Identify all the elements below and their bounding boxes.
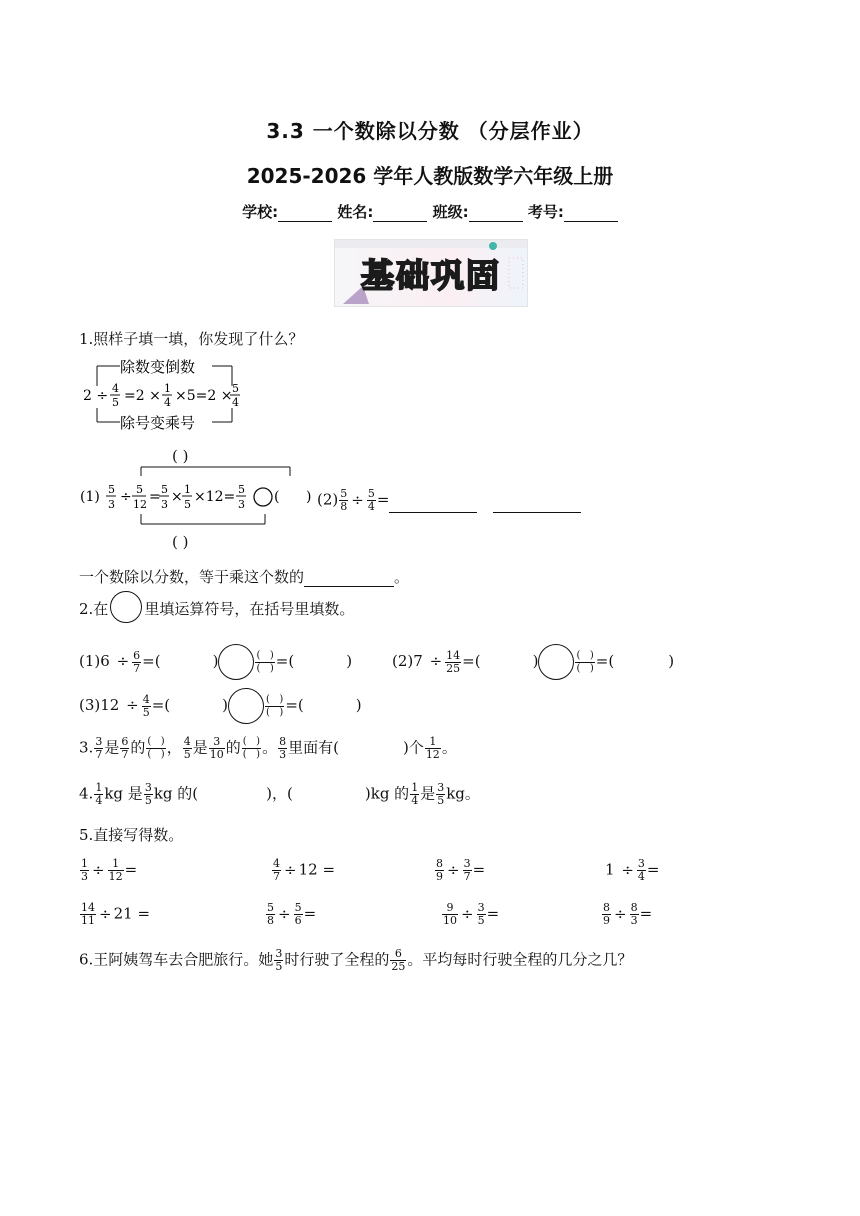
info-name-label: 姓名: bbox=[337, 203, 374, 221]
svg-text:3: 3 bbox=[238, 498, 245, 511]
svg-text:÷: ÷ bbox=[120, 489, 132, 505]
svg-text:×5=2 ×: ×5=2 × bbox=[175, 388, 233, 404]
svg-text:(1): (1) bbox=[80, 489, 100, 505]
name-field[interactable] bbox=[373, 207, 427, 222]
svg-text:): ) bbox=[306, 489, 312, 505]
info-number-label: 考号: bbox=[527, 203, 564, 221]
q1-top-paren[interactable]: ( ) bbox=[172, 447, 189, 465]
q2-line-2: (2)7 ÷ $\frac{14}{25}$ =( ) $\frac{( )}{( )}$ =( ) bbox=[392, 644, 674, 680]
q2-3-operator[interactable] bbox=[228, 688, 264, 724]
info-school-label: 学校: bbox=[242, 203, 279, 221]
q2-2-operator[interactable] bbox=[538, 644, 574, 680]
svg-text:1: 1 bbox=[184, 483, 191, 496]
info-line bbox=[0, 201, 860, 222]
q5-item-5: $\frac{14}{11}$ ÷ 21 = bbox=[81, 901, 151, 927]
q1-prompt: 1.照样子填一填，你发现了什么？ bbox=[79, 330, 304, 348]
svg-text:5: 5 bbox=[108, 483, 115, 496]
svg-text:5: 5 bbox=[136, 483, 143, 496]
svg-text:5: 5 bbox=[161, 483, 168, 496]
q1-p1-expression bbox=[80, 462, 320, 532]
q4-line: 4. $\frac{1}{4}$ kg 是 $\frac{3}{5}$ kg 的( )，( )kg 的 $\frac{1}{4}$ 是 $\frac{3}{5}$ kg。 bbox=[79, 781, 480, 807]
example-bottom-label: 除号变乘号 bbox=[120, 414, 196, 432]
q1-p2: (2) $\frac{5}{8}$ ÷ $\frac{5}{4}$ = bbox=[317, 488, 581, 513]
svg-text:5: 5 bbox=[238, 483, 245, 496]
q1-p2-answer-1[interactable] bbox=[389, 498, 477, 513]
example-top-label: 除数变倒数 bbox=[120, 358, 196, 376]
number-field[interactable] bbox=[564, 207, 618, 222]
q5-item-1: $\frac{1}{3}$ ÷ $\frac{1}{12}$ = bbox=[81, 857, 138, 883]
svg-text:3: 3 bbox=[161, 498, 168, 511]
q5-item-7: $\frac{9}{10}$ ÷ $\frac{3}{5}$ = bbox=[443, 901, 500, 927]
q5-item-4: 1 ÷ $\frac{3}{4}$ = bbox=[605, 857, 660, 883]
q1-p2-answer-2[interactable] bbox=[493, 498, 581, 513]
q2-line-1: (1)6 ÷ $\frac{6}{7}$ =( ) $\frac{( )}{( )}$ =( ) bbox=[79, 644, 352, 680]
svg-text:4: 4 bbox=[232, 396, 239, 409]
info-class-label: 班级: bbox=[432, 203, 469, 221]
q6-line: 6.王阿姨驾车去合肥旅行。她 $\frac{3}{5}$ 时行驶了全程的 $\frac{6}{25}$ 。平均每时行驶全程的几分之几？ bbox=[79, 947, 633, 973]
q5-item-3: $\frac{8}{9}$ ÷ $\frac{3}{7}$ = bbox=[436, 857, 486, 883]
school-field[interactable] bbox=[278, 207, 332, 222]
q2-line-3: (3)12 ÷ $\frac{4}{5}$ =( ) $\frac{( )}{( )}$ =( ) bbox=[79, 688, 362, 724]
svg-text:5: 5 bbox=[184, 498, 191, 511]
svg-text:3: 3 bbox=[108, 498, 115, 511]
svg-text:5: 5 bbox=[112, 396, 119, 409]
q1-example bbox=[80, 356, 250, 432]
svg-text:4: 4 bbox=[164, 396, 171, 409]
svg-text:=2 ×: =2 × bbox=[124, 388, 161, 404]
q5-item-8: $\frac{8}{9}$ ÷ $\frac{8}{3}$ = bbox=[603, 901, 653, 927]
svg-text:×12=: ×12= bbox=[194, 489, 236, 505]
banner-text: 基础巩固 bbox=[361, 256, 501, 295]
q1-conclusion: 一个数除以分数，等于乘这个数的 。 bbox=[79, 568, 410, 586]
operator-circle[interactable] bbox=[254, 488, 272, 506]
svg-text:4: 4 bbox=[112, 382, 119, 395]
q1-conclusion-answer[interactable] bbox=[304, 572, 394, 587]
q2-circle-icon bbox=[110, 591, 142, 623]
svg-text:5: 5 bbox=[232, 382, 239, 395]
class-field[interactable] bbox=[469, 207, 523, 222]
svg-text:=: = bbox=[149, 489, 161, 505]
q1-bottom-paren[interactable]: ( ) bbox=[172, 533, 189, 551]
section-banner bbox=[334, 239, 528, 307]
q3-line: 3. $\frac{3}{7}$ 是 $\frac{6}{7}$ 的 $\frac{( )}{( )}$ ， $\frac{4}{5}$ 是 $\frac{3}{10}$ 的 $\frac{( )}{( )}$ 。 $\frac{8}{3}$ 里面有( )个 $\frac{1}{12}$ 。 bbox=[79, 735, 457, 761]
q5-item-6: $\frac{5}{8}$ ÷ $\frac{5}{6}$ = bbox=[267, 901, 317, 927]
q2-prompt: 2.在 里填运算符号，在括号里填数。 bbox=[79, 597, 354, 623]
svg-text:1: 1 bbox=[164, 382, 171, 395]
q5-prompt: 5.直接写得数。 bbox=[79, 826, 184, 844]
example-lhs: 2 ÷ bbox=[83, 388, 109, 404]
q2-1-operator[interactable] bbox=[218, 644, 254, 680]
svg-text:×: × bbox=[171, 489, 183, 505]
page-subtitle: 2025-2026 学年人教版数学六年级上册 bbox=[246, 164, 614, 188]
svg-text:(: ( bbox=[274, 489, 280, 505]
q5-item-2: $\frac{4}{7}$ ÷ 12 = bbox=[273, 857, 336, 883]
svg-text:12: 12 bbox=[133, 498, 147, 511]
page-title: 3.3 一个数除以分数 （分层作业） bbox=[266, 119, 594, 143]
